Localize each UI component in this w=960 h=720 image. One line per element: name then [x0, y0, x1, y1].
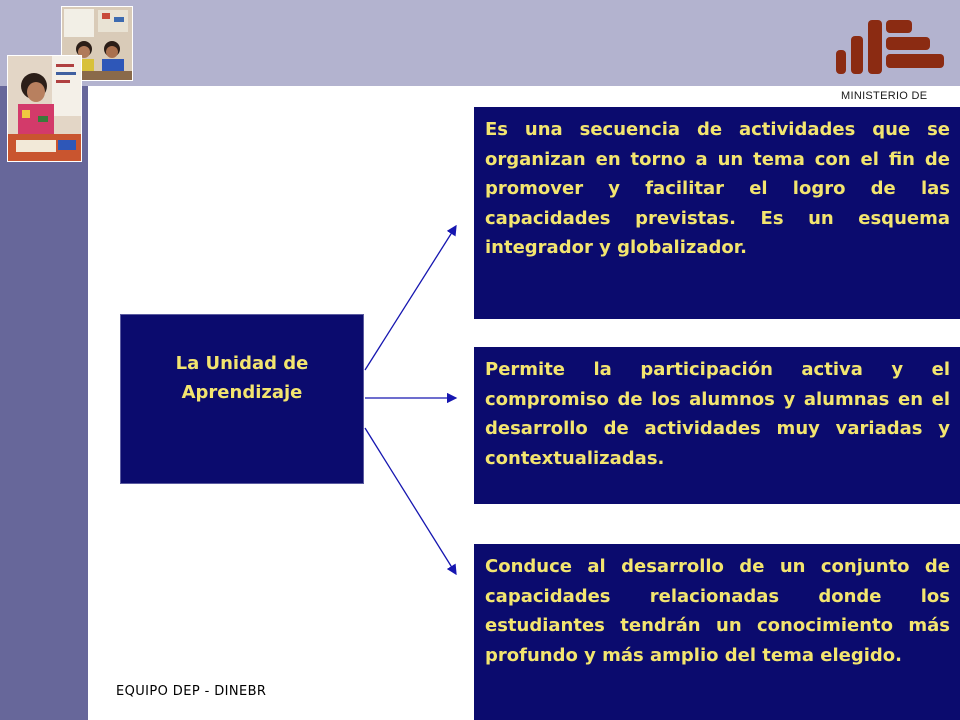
ministry-label: MINISTERIO DE — [841, 90, 928, 102]
description-box-3 — [474, 544, 960, 720]
footer-team-label: EQUIPO DEP - DINEBR — [116, 684, 267, 699]
learning-unit-label-text: La Unidad de Aprendizaje — [175, 353, 309, 403]
description-text-3: Conduce al desarrollo de un conjunto de capacidades relacionadas donde los estudiantes tendrán un conocimiento más profundo y más amplio del tema elegido. — [485, 556, 950, 666]
description-text-2: Permite la participación activa y el compromiso de los alumnos y alumnas en el desarrollo de actividades muy variadas y contextualizadas. — [485, 359, 950, 469]
classroom-photo-girl — [7, 55, 82, 162]
top-header-band — [0, 0, 960, 86]
description-box-2 — [474, 347, 960, 504]
arrow-to-description-1 — [365, 226, 456, 370]
ministry-logo — [834, 16, 946, 76]
arrow-to-description-3 — [365, 428, 456, 574]
description-text-1: Es una secuencia de actividades que se organizan en torno a un tema con el fin de promover y facilitar el logro de las capacidades previstas. Es un esquema integrador y globalizador. — [485, 119, 950, 258]
learning-unit-box — [120, 314, 364, 484]
description-box-1 — [474, 107, 960, 319]
learning-unit-label — [121, 349, 363, 407]
